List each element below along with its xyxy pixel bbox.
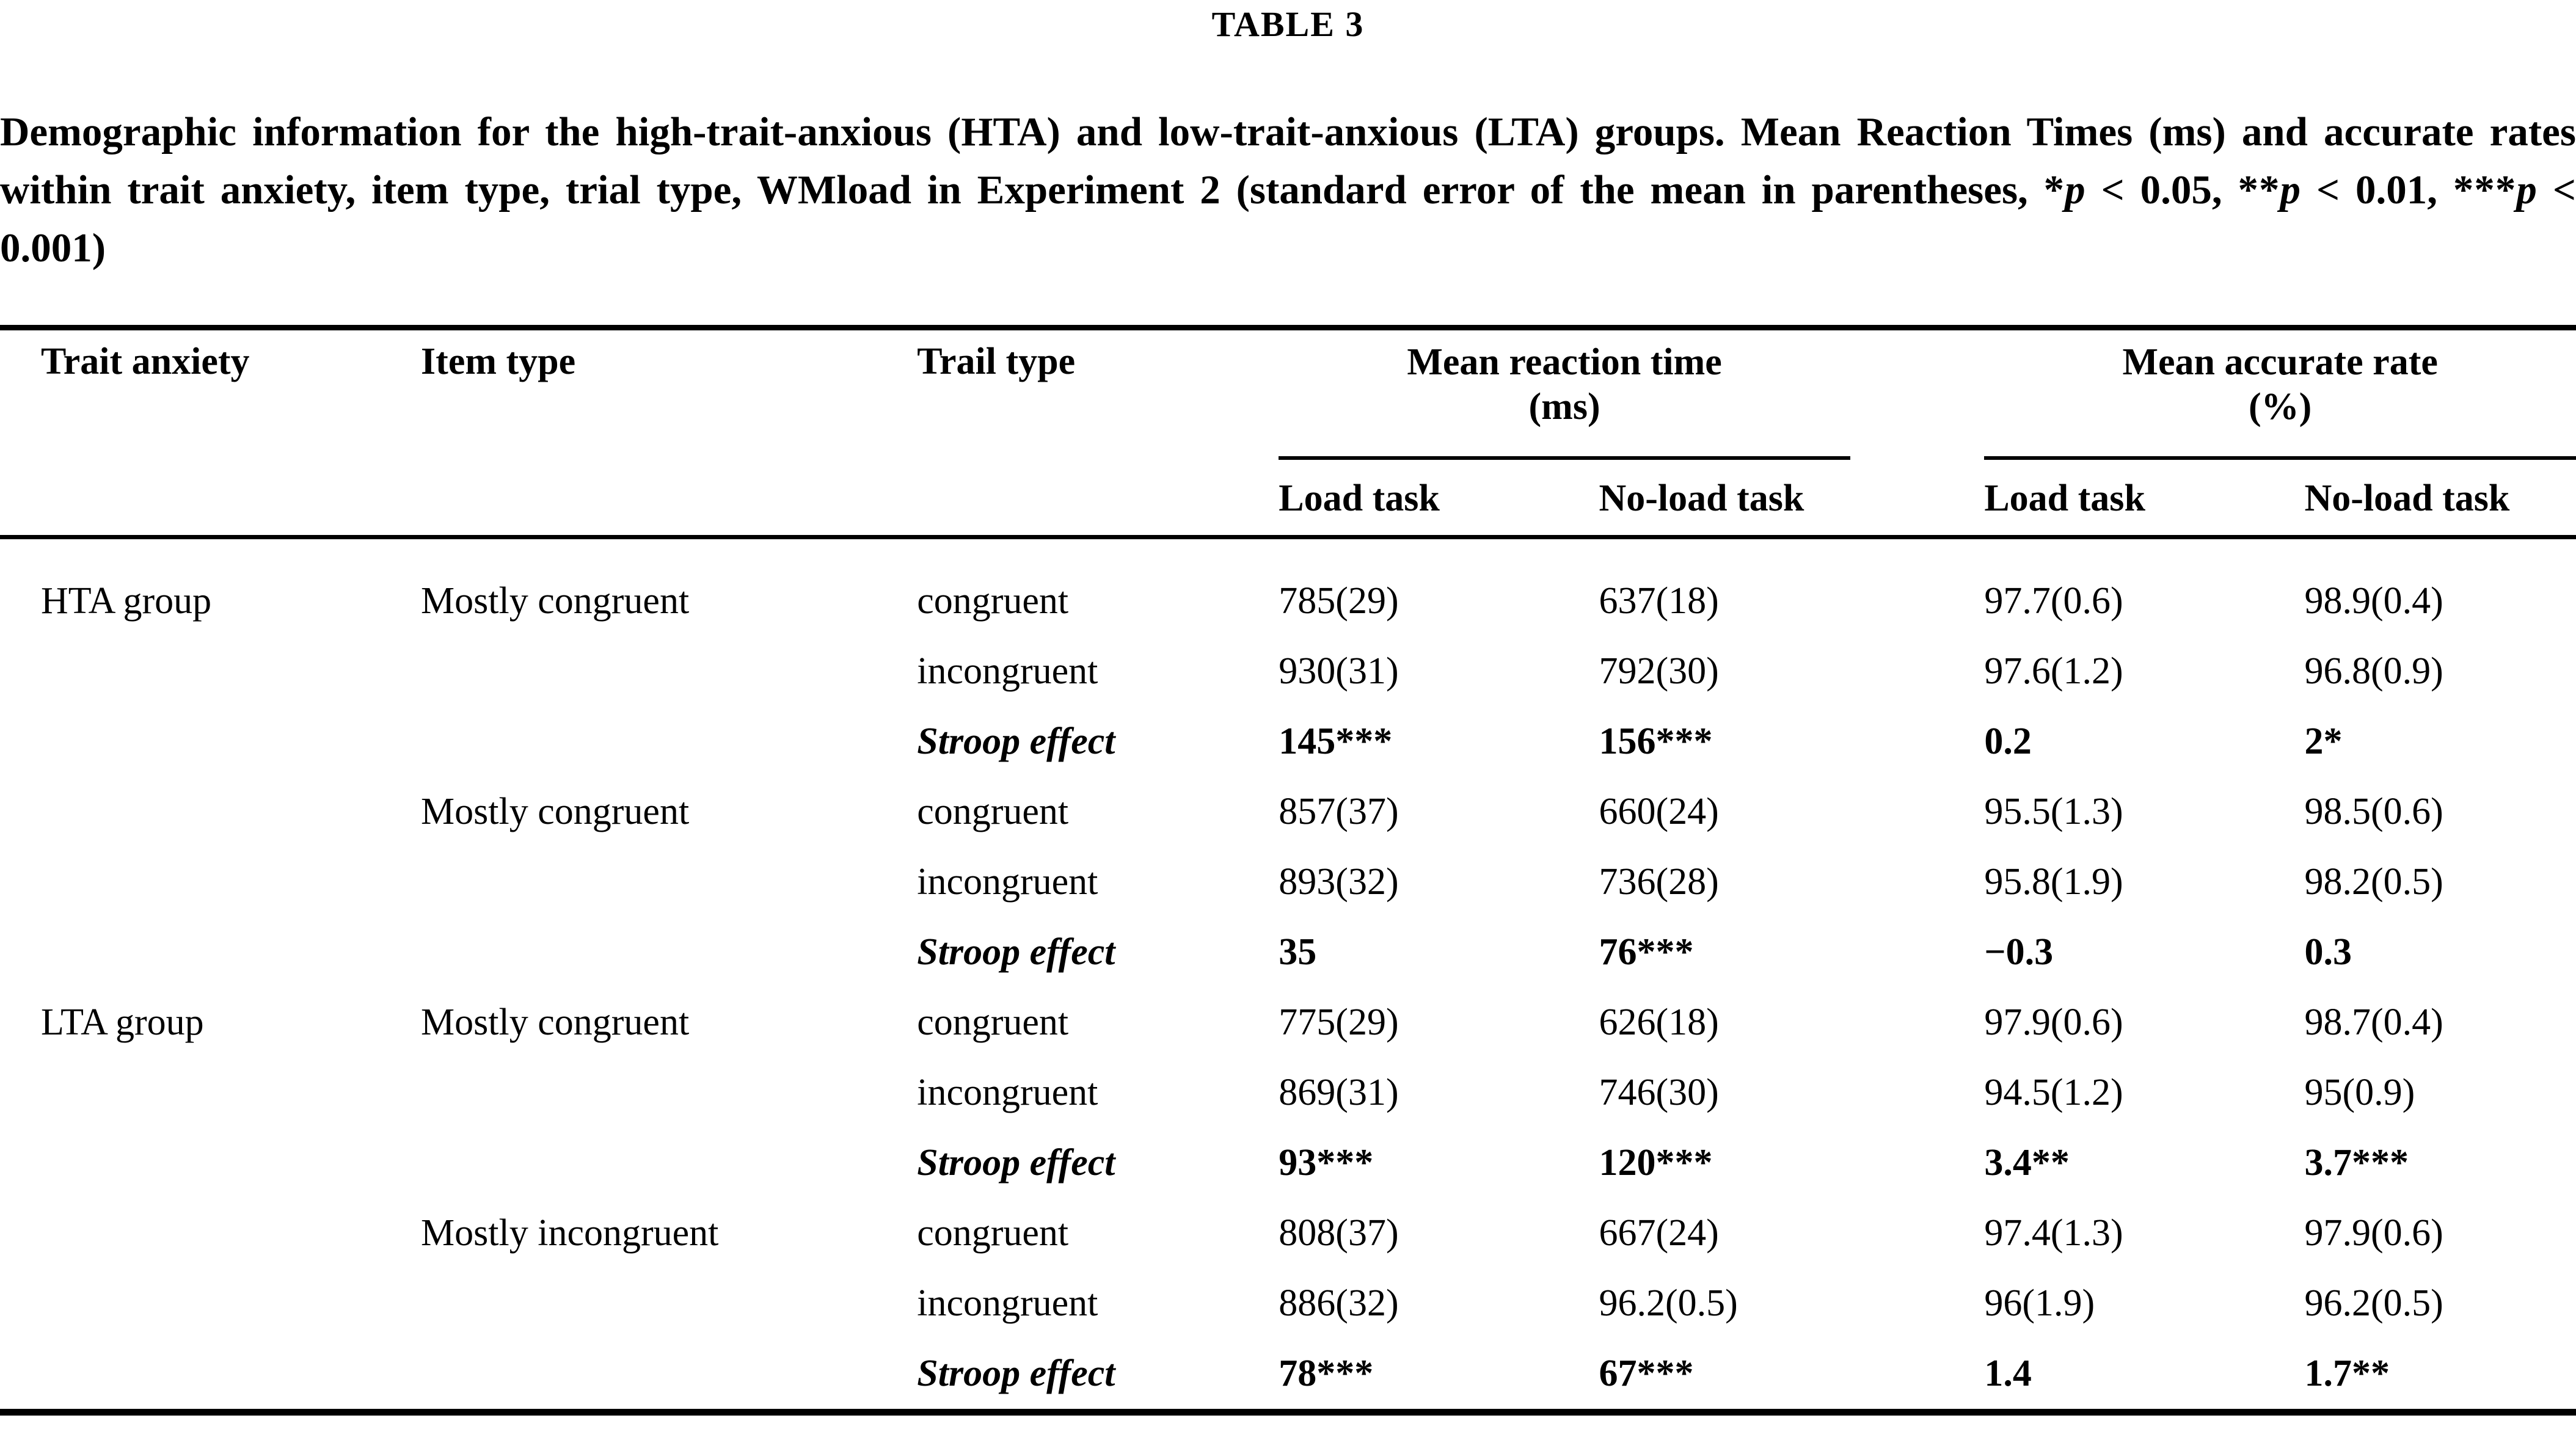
table-row-stroop-effect — [0, 917, 2576, 987]
cell-item-type — [421, 1058, 917, 1128]
table-row-stroop-effect — [0, 1339, 2576, 1413]
cell-rt-load: 857(37) — [1279, 791, 1399, 832]
cell-item-type — [421, 636, 917, 707]
subheader-rt-noload-task: No-load task — [1599, 460, 1984, 537]
cell-ar-noload: 96.2(0.5) — [2304, 1282, 2443, 1324]
cell-rt-noload: 637(18) — [1599, 580, 1719, 622]
cell-item-type: Mostly congruent — [421, 1002, 690, 1043]
cell-ar-noload: 96.8(0.9) — [2304, 650, 2443, 692]
cell-ar-noload: 0.3 — [2304, 931, 2352, 973]
cell-item-type: Mostly incongruent — [421, 1212, 719, 1254]
table-title: TABLE 3 — [1211, 4, 1365, 44]
cell-rt-load: 93*** — [1279, 1142, 1374, 1184]
table-row — [0, 847, 2576, 917]
cell-rt-load: 145*** — [1279, 721, 1393, 762]
cell-item-type — [421, 847, 917, 917]
cell-ar-noload: 98.2(0.5) — [2304, 861, 2443, 903]
cell-ar-noload: 98.9(0.4) — [2304, 580, 2443, 622]
cell-item-type: Mostly congruent — [421, 580, 690, 622]
cell-trial-type: Stroop effect — [917, 721, 1115, 762]
cell-ar-load: 97.7(0.6) — [1984, 580, 2123, 622]
cell-item-type — [421, 1268, 917, 1339]
cell-trial-type: incongruent — [917, 1072, 1098, 1113]
table-row — [0, 777, 2576, 847]
cell-trait-anxiety — [0, 777, 421, 847]
cell-rt-noload: 156*** — [1599, 721, 1713, 762]
cell-rt-load: 35 — [1279, 931, 1317, 973]
cell-item-type — [421, 1339, 917, 1413]
cell-trial-type: congruent — [917, 580, 1069, 622]
cell-ar-load: 95.8(1.9) — [1984, 861, 2123, 903]
cell-trait-anxiety — [0, 917, 421, 987]
cell-rt-noload: 792(30) — [1599, 650, 1719, 692]
p-symbol-1: p — [2065, 167, 2085, 213]
significance-star-1: * — [2043, 167, 2065, 213]
cell-rt-noload: 736(28) — [1599, 861, 1719, 903]
group-header-ar-label — [1984, 340, 2576, 460]
cell-ar-load: 3.4** — [1984, 1142, 2070, 1184]
cell-rt-load: 785(29) — [1279, 580, 1399, 622]
cell-ar-noload: 98.7(0.4) — [2304, 1002, 2443, 1043]
cell-trial-type: incongruent — [917, 1282, 1098, 1324]
p-symbol-2: p — [2280, 167, 2301, 213]
cell-ar-load: 97.6(1.2) — [1984, 650, 2123, 692]
rt-label-line1: Mean reaction time — [1407, 341, 1722, 383]
cell-ar-noload: 98.5(0.6) — [2304, 791, 2443, 832]
cell-ar-noload: 97.9(0.6) — [2304, 1212, 2443, 1254]
caption-text: < 0.05, — [2085, 167, 2238, 213]
significance-star-2: ** — [2238, 167, 2280, 213]
cell-rt-noload: 660(24) — [1599, 791, 1719, 832]
caption-text: < 0.01, — [2301, 167, 2453, 213]
cell-item-type — [421, 1128, 917, 1198]
cell-trial-type: congruent — [917, 791, 1069, 832]
cell-ar-noload: 95(0.9) — [2304, 1072, 2415, 1113]
cell-rt-noload: 667(24) — [1599, 1212, 1719, 1254]
cell-rt-noload: 626(18) — [1599, 1002, 1719, 1043]
group-header-mean-accurate-rate — [1984, 328, 2576, 460]
cell-trait-anxiety — [0, 1198, 421, 1268]
table-row — [0, 1198, 2576, 1268]
cell-ar-load: 0.2 — [1984, 721, 2032, 762]
ar-label-line1: Mean accurate rate — [2122, 341, 2438, 383]
cell-trait-anxiety — [0, 636, 421, 707]
cell-trait-anxiety — [0, 1268, 421, 1339]
col-header-trail-type: Trail type — [917, 328, 1279, 537]
cell-trial-type: incongruent — [917, 650, 1098, 692]
cell-ar-load: −0.3 — [1984, 931, 2054, 973]
cell-rt-noload: 76*** — [1599, 931, 1694, 973]
cell-item-type — [421, 917, 917, 987]
caption-text: Demographic information for the high-trait-anxious (HTA) and low-trait-anxious (LTA) groups. Mean Reaction Times (ms) and accurate rates within trait anxiety, item type, trial type, WMload in Experiment 2 (standard error of the mean in parentheses, — [0, 109, 2576, 213]
cell-rt-noload: 120*** — [1599, 1142, 1713, 1184]
cell-rt-noload: 67*** — [1599, 1353, 1694, 1394]
p-symbol-3: p — [2516, 167, 2537, 213]
table-row — [0, 1058, 2576, 1128]
table-row-stroop-effect — [0, 1128, 2576, 1198]
cell-ar-noload: 3.7*** — [2304, 1142, 2409, 1184]
cell-trait-anxiety — [0, 847, 421, 917]
cell-trait-anxiety — [0, 1058, 421, 1128]
cell-ar-noload: 2* — [2304, 721, 2343, 762]
table-row — [0, 537, 2576, 637]
cell-rt-load: 775(29) — [1279, 1002, 1399, 1043]
cell-trial-type: Stroop effect — [917, 1353, 1115, 1394]
cell-ar-load: 97.4(1.3) — [1984, 1212, 2123, 1254]
cell-trait-anxiety: LTA group — [41, 1002, 204, 1043]
cell-rt-load: 808(37) — [1279, 1212, 1399, 1254]
cell-rt-load: 930(31) — [1279, 650, 1399, 692]
cell-rt-noload: 96.2(0.5) — [1599, 1282, 1738, 1324]
cell-rt-noload: 746(30) — [1599, 1072, 1719, 1113]
cell-trait-anxiety: HTA group — [41, 580, 212, 622]
table-row — [0, 1268, 2576, 1339]
cell-ar-load: 96(1.9) — [1984, 1282, 2095, 1324]
cell-ar-load: 94.5(1.2) — [1984, 1072, 2123, 1113]
cell-ar-load: 97.9(0.6) — [1984, 1002, 2123, 1043]
cell-rt-load: 869(31) — [1279, 1072, 1399, 1113]
col-header-item-type: Item type — [421, 328, 917, 537]
table-row — [0, 987, 2576, 1058]
cell-ar-noload: 1.7** — [2304, 1353, 2390, 1394]
header-row-top — [0, 328, 2576, 460]
subheader-ar-noload-task: No-load task — [2305, 460, 2576, 537]
cell-trial-type: Stroop effect — [917, 1142, 1115, 1184]
significance-star-3: *** — [2453, 167, 2517, 213]
table-caption — [0, 103, 2576, 277]
caption-text: < 0.001) — [0, 167, 2576, 271]
cell-rt-load: 886(32) — [1279, 1282, 1399, 1324]
ar-label-line2: (%) — [2249, 386, 2312, 427]
cell-trial-type: congruent — [917, 1002, 1069, 1043]
cell-ar-load: 95.5(1.3) — [1984, 791, 2123, 832]
table-row — [0, 636, 2576, 707]
results-table — [0, 325, 2576, 1416]
cell-trial-type: congruent — [917, 1212, 1069, 1254]
cell-rt-load: 893(32) — [1279, 861, 1399, 903]
subheader-ar-load-task: Load task — [1984, 460, 2304, 537]
cell-item-type — [421, 707, 917, 777]
cell-trial-type: Stroop effect — [917, 931, 1115, 973]
cell-trial-type: incongruent — [917, 861, 1098, 903]
cell-ar-load: 1.4 — [1984, 1353, 2032, 1394]
cell-item-type: Mostly congruent — [421, 791, 690, 832]
cell-trait-anxiety — [0, 1128, 421, 1198]
group-header-mean-reaction-time — [1279, 328, 1984, 460]
cell-rt-load: 78*** — [1279, 1353, 1374, 1394]
table-row-stroop-effect — [0, 707, 2576, 777]
subheader-rt-load-task: Load task — [1279, 460, 1599, 537]
group-header-rt-label — [1279, 340, 1850, 460]
cell-trait-anxiety — [0, 707, 421, 777]
cell-trait-anxiety — [0, 1339, 421, 1413]
col-header-trait-anxiety: Trait anxiety — [0, 328, 421, 537]
rt-label-line2: (ms) — [1528, 386, 1600, 427]
